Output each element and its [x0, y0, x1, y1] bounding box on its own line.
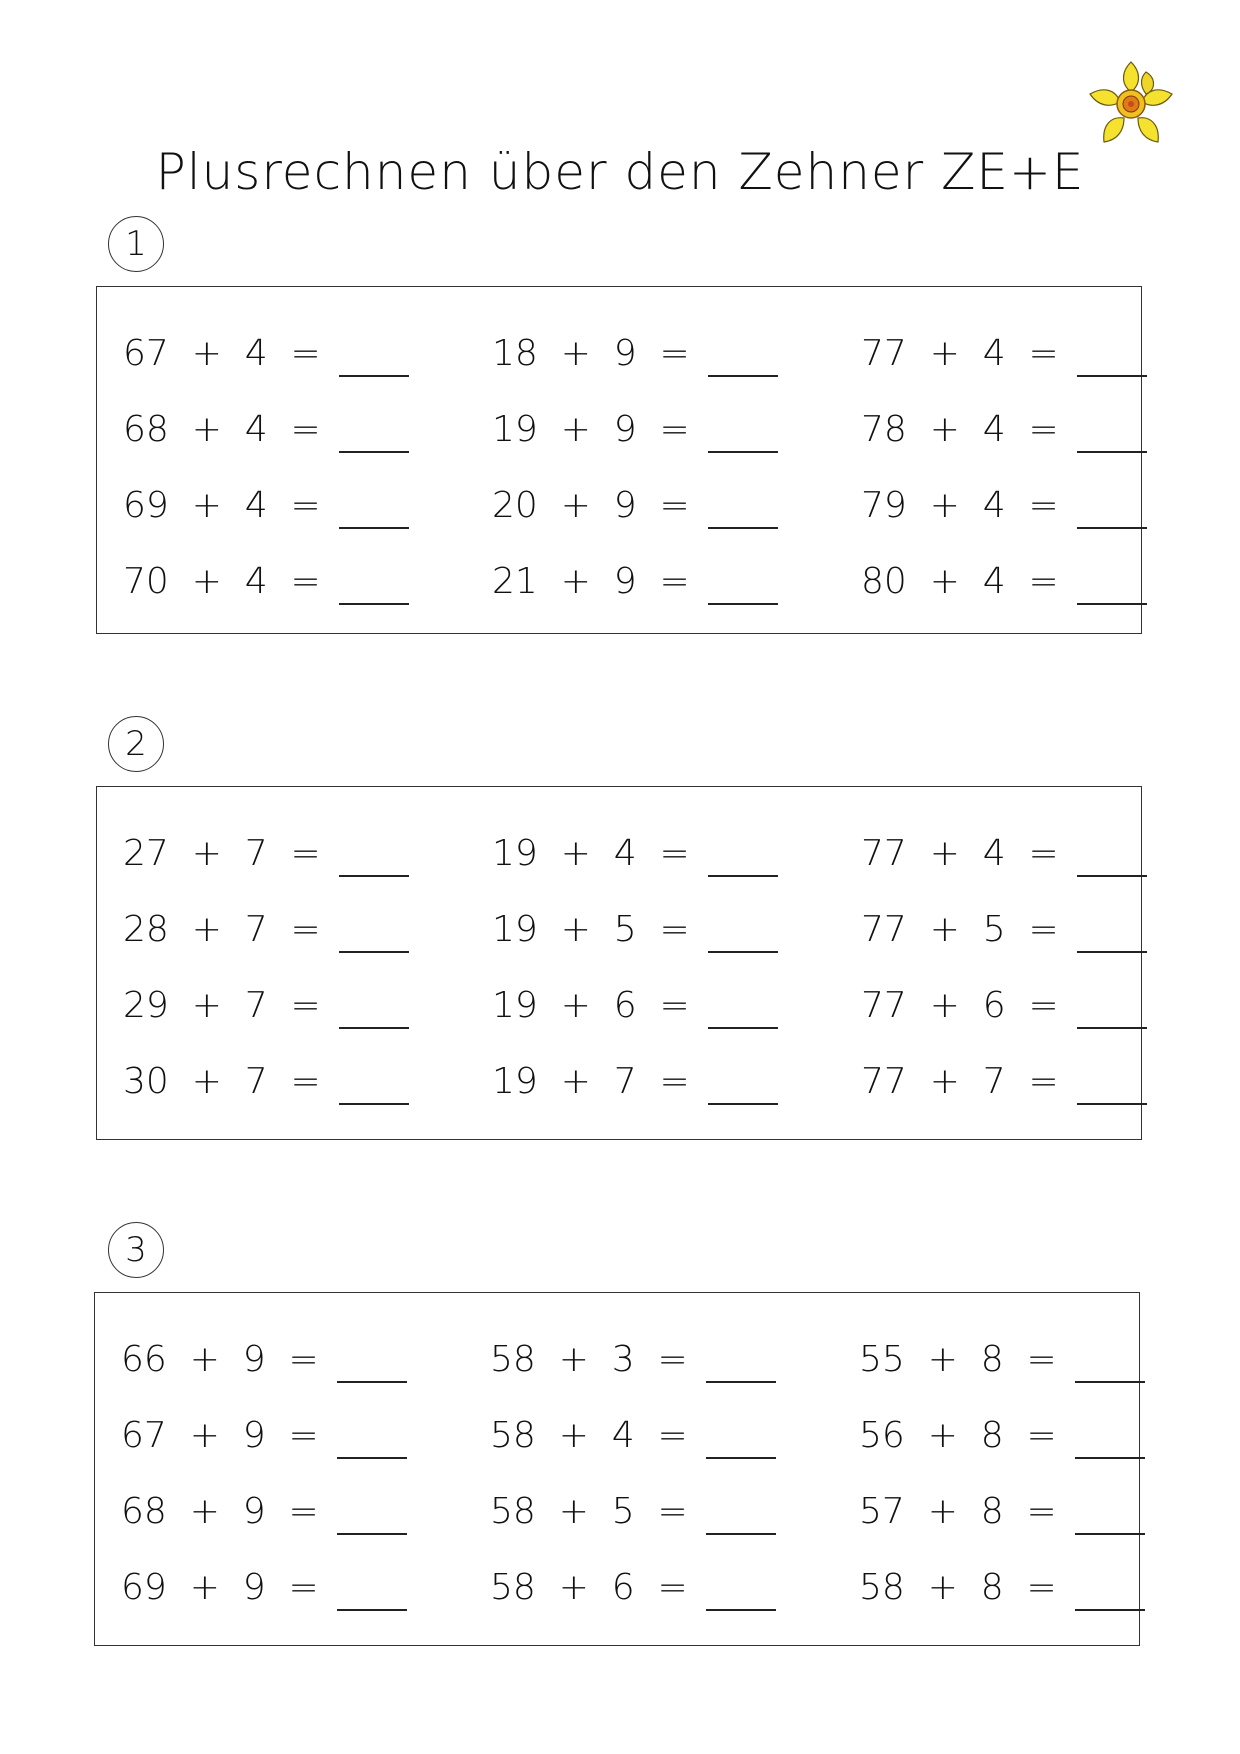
exercise-number-badge: 3	[108, 1222, 164, 1278]
equation	[490, 1329, 776, 1389]
exercise-box	[96, 286, 1142, 634]
answer-blank[interactable]	[708, 329, 778, 377]
equation-text: 80 + 4 =	[861, 560, 1059, 602]
equation	[861, 551, 1147, 611]
equation-row	[97, 551, 1141, 611]
exercise-box	[94, 1292, 1140, 1646]
equation-row	[95, 1405, 1139, 1465]
answer-blank[interactable]	[339, 829, 409, 877]
equation	[490, 1557, 776, 1617]
answer-blank[interactable]	[339, 329, 409, 377]
equation-text: 68 + 4 =	[123, 408, 321, 450]
answer-blank[interactable]	[337, 1487, 407, 1535]
equation-text: 58 + 6 =	[490, 1566, 688, 1608]
equation-text: 78 + 4 =	[861, 408, 1059, 450]
answer-blank[interactable]	[1077, 981, 1147, 1029]
equation-row	[95, 1557, 1139, 1617]
equation	[859, 1329, 1145, 1389]
answer-blank[interactable]	[1077, 1057, 1147, 1105]
equation	[859, 1557, 1145, 1617]
answer-blank[interactable]	[339, 557, 409, 605]
answer-blank[interactable]	[708, 829, 778, 877]
equation-row	[97, 1051, 1141, 1111]
exercise-box	[96, 786, 1142, 1140]
answer-blank[interactable]	[708, 405, 778, 453]
equation-text: 19 + 9 =	[492, 408, 690, 450]
equation-text: 58 + 5 =	[490, 1490, 688, 1532]
equation-text: 77 + 4 =	[861, 332, 1059, 374]
equation-text: 18 + 9 =	[492, 332, 690, 374]
equation-text: 57 + 8 =	[859, 1490, 1057, 1532]
equation-row	[97, 323, 1141, 383]
exercise-number-badge: 2	[108, 716, 164, 772]
equation-row	[97, 823, 1141, 883]
answer-blank[interactable]	[339, 905, 409, 953]
answer-blank[interactable]	[708, 905, 778, 953]
answer-blank[interactable]	[708, 557, 778, 605]
equation-text: 58 + 3 =	[490, 1338, 688, 1380]
answer-blank[interactable]	[1075, 1335, 1145, 1383]
equation	[121, 1329, 407, 1389]
equation	[492, 1051, 778, 1111]
answer-blank[interactable]	[1077, 481, 1147, 529]
equation	[123, 475, 409, 535]
answer-blank[interactable]	[337, 1335, 407, 1383]
equation-text: 19 + 5 =	[492, 908, 690, 950]
answer-blank[interactable]	[1075, 1487, 1145, 1535]
equation	[123, 823, 409, 883]
equation	[492, 551, 778, 611]
answer-blank[interactable]	[1075, 1563, 1145, 1611]
answer-blank[interactable]	[1077, 905, 1147, 953]
equation-text: 70 + 4 =	[123, 560, 321, 602]
equation-text: 79 + 4 =	[861, 484, 1059, 526]
equation	[123, 1051, 409, 1111]
equation	[123, 323, 409, 383]
equation	[490, 1405, 776, 1465]
answer-blank[interactable]	[339, 481, 409, 529]
equation-text: 77 + 5 =	[861, 908, 1059, 950]
answer-blank[interactable]	[706, 1563, 776, 1611]
equation	[492, 399, 778, 459]
answer-blank[interactable]	[339, 405, 409, 453]
equation	[861, 323, 1147, 383]
equation-text: 69 + 9 =	[121, 1566, 319, 1608]
equation-text: 58 + 8 =	[859, 1566, 1057, 1608]
equation	[861, 975, 1147, 1035]
answer-blank[interactable]	[1075, 1411, 1145, 1459]
equation	[859, 1481, 1145, 1541]
worksheet-title: Plusrechnen über den Zehner ZE+E	[155, 143, 1085, 201]
equation-text: 68 + 9 =	[121, 1490, 319, 1532]
equation-row	[95, 1329, 1139, 1389]
equation	[121, 1405, 407, 1465]
equation-text: 67 + 9 =	[121, 1414, 319, 1456]
equation-text: 27 + 7 =	[123, 832, 321, 874]
answer-blank[interactable]	[708, 1057, 778, 1105]
exercise-number-badge: 1	[108, 216, 164, 272]
equation-row	[97, 399, 1141, 459]
equation	[492, 475, 778, 535]
equation-text: 30 + 7 =	[123, 1060, 321, 1102]
equation	[123, 975, 409, 1035]
equation-row	[97, 475, 1141, 535]
equation	[121, 1481, 407, 1541]
equation-text: 77 + 7 =	[861, 1060, 1059, 1102]
equation-text: 21 + 9 =	[492, 560, 690, 602]
equation-text: 67 + 4 =	[123, 332, 321, 374]
equation	[861, 899, 1147, 959]
equation-text: 19 + 7 =	[492, 1060, 690, 1102]
equation	[492, 323, 778, 383]
equation	[121, 1557, 407, 1617]
equation	[492, 975, 778, 1035]
answer-blank[interactable]	[1077, 329, 1147, 377]
equation-text: 19 + 6 =	[492, 984, 690, 1026]
equation	[861, 475, 1147, 535]
equation	[861, 1051, 1147, 1111]
answer-blank[interactable]	[1077, 557, 1147, 605]
equation-text: 55 + 8 =	[859, 1338, 1057, 1380]
answer-blank[interactable]	[706, 1411, 776, 1459]
equation	[861, 399, 1147, 459]
equation-text: 77 + 6 =	[861, 984, 1059, 1026]
equation-text: 66 + 9 =	[121, 1338, 319, 1380]
equation-text: 56 + 8 =	[859, 1414, 1057, 1456]
equation	[492, 899, 778, 959]
answer-blank[interactable]	[337, 1411, 407, 1459]
equation-text: 58 + 4 =	[490, 1414, 688, 1456]
equation-row	[95, 1481, 1139, 1541]
equation-text: 77 + 4 =	[861, 832, 1059, 874]
equation	[490, 1481, 776, 1541]
answer-blank[interactable]	[337, 1563, 407, 1611]
equation-text: 28 + 7 =	[123, 908, 321, 950]
answer-blank[interactable]	[339, 981, 409, 1029]
answer-blank[interactable]	[708, 481, 778, 529]
equation	[859, 1405, 1145, 1465]
equation-row	[97, 975, 1141, 1035]
equation	[123, 551, 409, 611]
equation	[123, 399, 409, 459]
equation-row	[97, 899, 1141, 959]
equation-text: 29 + 7 =	[123, 984, 321, 1026]
equation-text: 20 + 9 =	[492, 484, 690, 526]
answer-blank[interactable]	[339, 1057, 409, 1105]
equation	[492, 823, 778, 883]
answer-blank[interactable]	[1077, 405, 1147, 453]
equation-text: 69 + 4 =	[123, 484, 321, 526]
equation	[861, 823, 1147, 883]
answer-blank[interactable]	[1077, 829, 1147, 877]
answer-blank[interactable]	[706, 1335, 776, 1383]
answer-blank[interactable]	[706, 1487, 776, 1535]
daffodil-flower-icon	[1086, 58, 1176, 148]
equation-text: 19 + 4 =	[492, 832, 690, 874]
answer-blank[interactable]	[708, 981, 778, 1029]
equation	[123, 899, 409, 959]
